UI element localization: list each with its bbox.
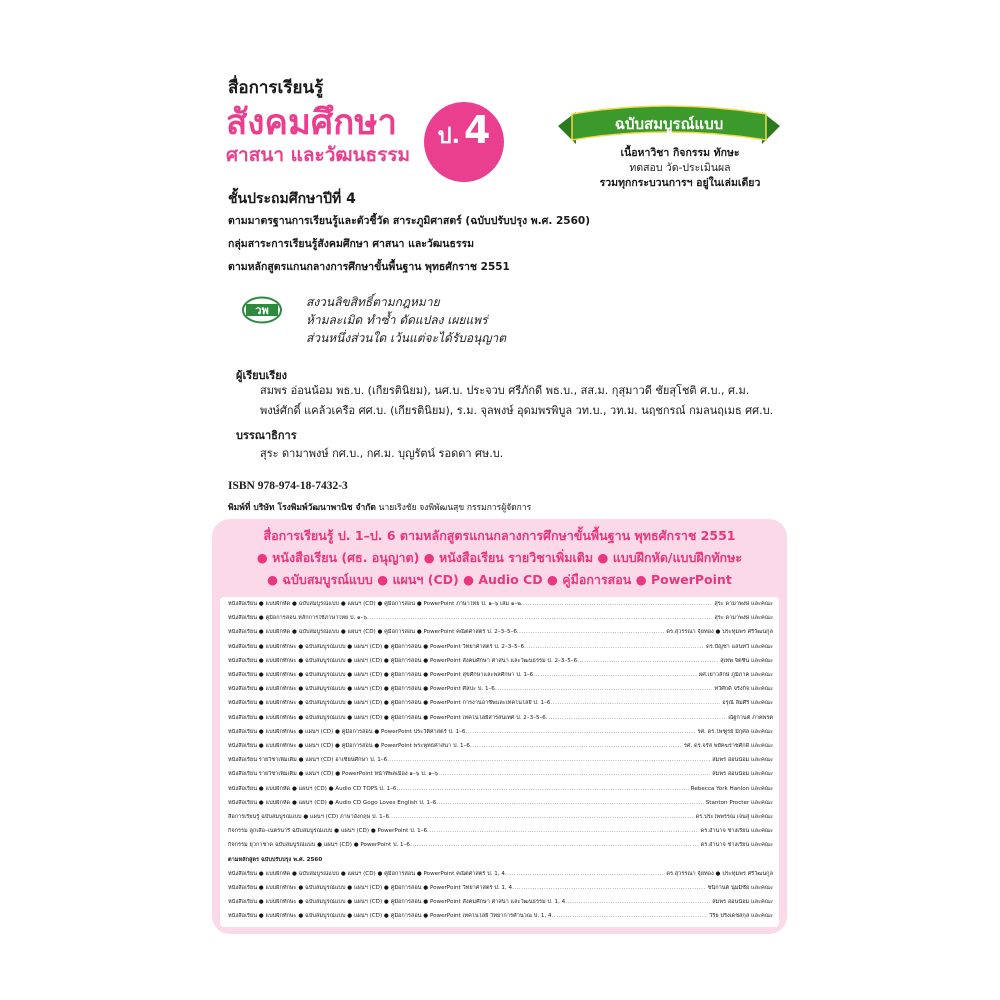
catalog-row [228,757,773,764]
leader-dots [470,743,682,750]
catalog-authors: ดร.ประไพพรรณ เจนสุ และคณะ [695,814,773,820]
catalog-row [228,828,773,835]
catalog-row [228,857,773,864]
author-line: พงษ์ศักดิ์ แคล้วเครือ ศศ.บ. (เกียรตินิยม), ร.ม. จุลพงษ์ อุดมพรพิบูล วท.บ., วท.ม. นฤชกรณ์ กมลนฤเมธ ศศ.บ. [260,404,774,417]
catalog-row [228,899,773,906]
printer-info [228,500,531,514]
leader-dots [466,729,696,736]
grade-number: 4 [463,108,491,152]
catalog-row [228,842,773,849]
catalog-items: หนังสือเรียน ● แบบฝึกทักษะ ● ฉบับสมบูรณ์แบบ ● แผนฯ (CD) ● คู่มือการสอน ● PowerPoint วิทยาศาสตร์ ป. 1, 4 [228,885,513,891]
leader-dots [389,814,694,821]
leader-dots [512,885,706,892]
catalog-authors: ดร.อำนาจ ช่างเรียน และคณะ [700,842,773,849]
catalog-authors: ดร.สุวรรณา จุ้ยทอง ● ประทุมพร ศรีวัฒนกูล [666,870,773,877]
printer-name: พิมพ์ที่ บริษัท โรงพิมพ์วัฒนาพานิช จำกัด [228,503,376,513]
catalog-items: หนังสือเรียน ● คู่มือการสอน หลักการใช้ภาษาไทย ป. ๑–๖ [228,615,367,622]
catalog-items: หนังสือเรียน ● แบบฝึกหัด ● ฉบับสมบูรณ์แบบ ● แผนฯ (CD) ● คู่มือการสอน ● PowerPoint คณิตศาสตร์ ป. 1, 4 [228,870,505,877]
promo-panel [212,519,787,595]
catalog-items: หนังสือเรียน ● แบบฝึกทักษะ ● ฉบับสมบูรณ์แบบ ● แผนฯ (CD) ● คู่มือการสอน ● PowerPoint สุขศึกษาและพลศึกษา ป. 1–6 [228,672,534,678]
leader-dots [427,828,699,835]
promo-line: ● ฉบับสมบูรณ์แบบ ● แผนฯ (CD) ● Audio CD ● คู่มือการสอน ● PowerPoint [267,572,732,587]
authors-list [260,381,773,421]
authors-heading: ผู้เรียบเรียง [236,369,288,382]
catalog-row [228,771,773,778]
standard-line: ตามมาตรฐานการเรียนรู้และตัวชี้วัด สาระภูมิศาสตร์ (ฉบับปรับปรุง พ.ศ. 2560) [228,215,591,227]
catalog-row [228,700,773,707]
copyright-notice [306,293,506,347]
catalog-authors: อรุณี ลิมศิริ และคณะ [722,700,773,707]
isbn: ISBN 978-974-18-7432-3 [228,480,348,492]
catalog-items: สื่อการเรียนรู้ ฉบับสมบูรณ์แบบ ● แผนฯ (CD) ภาษาอังกฤษ ป. 1–6 [228,814,389,820]
catalog-row [228,786,773,793]
leader-dots [524,644,704,651]
copyright-line: ห้ามละเมิด ทำซ้ำ ดัดแปลง เผยแพร่ [306,313,488,327]
catalog-row [228,729,773,736]
standard-line: กลุ่มสาระการเรียนรู้สังคมศึกษา ศาสนา และวัฒนธรรม [228,238,475,250]
catalog-row [228,800,773,807]
catalog-authors: ผศ.เยาวลักษ์ ภูมิภาค และคณะ [698,672,773,678]
catalog-authors: ทวีศักดิ์ จริงกิจ และคณะ [714,686,773,693]
promo-title: สื่อการเรียนรู้ ป. 1–ป. 6 ตามหลักสูตรแกนกลางการศึกษาขั้นพื้นฐาน พุทธศักราช 2551 [263,528,736,543]
catalog-authors: ดร.บัญชา แสนทวี และคณะ [706,643,773,650]
promo-line: ● หนังสือเรียน (ศธ. อนุญาต) ● หนังสือเรียน รายวิชาเพิ่มเติม ● แบบฝึกหัด/แบบฝึกทักษะ [256,550,743,565]
catalog-items: กิจกรรม ยุวกาชาด ฉบับสมบูรณ์แบบ ● แผนฯ (CD) ● PowerPoint ป. 1–6 [228,842,410,849]
catalog-authors: ณัฐกานต์ ภาคพรต [728,714,773,721]
catalog-row [228,913,773,920]
catalog-items: หนังสือเรียน ● แบบฝึกทักษะ ● ฉบับสมบูรณ์แบบ ● แผนฯ (CD) ● คู่มือการสอน ● PowerPoint ศิลปะ ป. 1–6 [228,686,495,693]
catalog-row [228,715,773,722]
catalog-items: หนังสือเรียน ● แบบฝึกทักษะ ● ฉบับสมบูรณ์แบบ ● แผนฯ (CD) ● คู่มือการสอน ● PowerPoint เทคโนโลยีสารสนเทศ ป. 2–3–5–6 [228,714,546,721]
catalog-authors: สุระ ดามาพงษ์ และคณะ [714,615,773,622]
editors-heading: บรรณาธิการ [236,429,297,442]
copyright-line: สงวนลิขสิทธิ์ตามกฎหมาย [306,295,440,309]
catalog-authors: สมพร อ่อนน้อม และคณะ [712,771,773,778]
catalog-items: หนังสือเรียน ● แบบฝึกหัด ● ฉบับสมบูรณ์แบบ ● แผนฯ (CD) ● คู่มือการสอน ● PowerPoint คณิตศาสตร์ ป. 2–3–5–6 [228,629,517,636]
edition-line: ทดสอบ วัด-ประเมินผล [629,162,731,174]
catalog-items: หนังสือเรียน ● แบบฝึกหัด ● ฉบับสมบูรณ์แบบ ● แผนฯ (CD) ● คู่มือการสอน ● PowerPoint ภาษาไทย ป. ๑–๖ เล่ม ๑–๒ [228,601,521,607]
catalog-row [228,658,773,665]
subject-subtitle: ศาสนา และวัฒนธรรม [226,144,411,166]
catalog-row [228,615,773,622]
leader-dots [552,913,708,920]
leader-dots [410,842,699,849]
catalog-authors: ดร.สุวรรณา จุ้ยทอง ● ประทุมพร ศรีวัฒนกูล [666,629,773,636]
grade-prefix: ป. [437,124,460,149]
catalog-authors: รศ. ดร.ไพฑูรย์ มีกุศล และคณะ [697,728,773,735]
leader-dots [546,715,726,722]
catalog-authors: รศ. ดร.จรัส พยัคฆราชศักดิ์ และคณะ [683,743,773,749]
catalog-authors: สุระ ดามาพงษ์ และคณะ [714,601,773,607]
leader-dots [577,658,718,665]
catalog-items: หนังสือเรียน ● แบบฝึกทักษะ ● ฉบับสมบูรณ์แบบ ● แผนฯ (CD) ● คู่มือการสอน ● PowerPoint การงานอาชีพและเทคโนโลยี ป. 1–6 [228,700,551,707]
leader-dots [436,800,703,807]
catalog-items: หนังสือเรียน ● แบบฝึกทักษะ ● แผนฯ (CD) ● คู่มือการสอน ● PowerPoint ประวัติศาสตร์ ป. 1–6 [228,728,466,735]
leader-dots [505,871,664,878]
catalog-row [228,686,773,693]
catalog-items: ตามหลักสูตร ฉบับปรับปรุง พ.ศ. 2560 [228,856,323,863]
catalog-row [228,871,773,878]
catalog-items: หนังสือเรียน ● แบบฝึกหัด ● แผนฯ (CD) ● Audio CD Gogo Loves English ป. 1–6 [228,799,437,806]
leader-dots [367,615,712,622]
catalog-authors: สมพร อ่อนน้อม และคณะ [712,899,773,906]
catalog-authors: ดร.อำนาจ ช่างเรียน และคณะ [700,828,773,835]
catalog-authors: สมพร อ่อนน้อม และคณะ [712,757,773,764]
catalog-authors: Rebecca York Hanlon และคณะ [690,785,773,792]
grade-badge [424,102,504,182]
catalog-row [228,743,773,750]
catalog-row [228,814,773,821]
edition-title: ฉบับสมบูรณ์แบบ [614,115,724,133]
leader-dots [495,686,713,693]
standards [228,210,590,279]
catalog-row [228,885,773,892]
leader-dots [533,672,697,679]
author-line: สมพร อ่อนน้อม พธ.บ. (เกียรตินิยม), นศ.บ. ประจวบ ศรีภักดี พธ.บ., สส.ม. กุสุมาวดี ชัยสุโชติ ศ.บ., ศ.ม. [260,384,750,397]
leader-dots [396,786,688,793]
standard-line: ตามหลักสูตรแกนกลางการศึกษาขั้นพื้นฐาน พุทธศักราช 2551 [228,261,510,273]
leader-dots [387,757,710,764]
catalog-row [228,672,773,679]
catalog-panel [212,594,787,934]
leader-dots [565,899,710,906]
catalog-items: หนังสือเรียน ● แบบฝึกทักษะ ● ฉบับสมบูรณ์แบบ ● แผนฯ (CD) ● คู่มือการสอน ● PowerPoint สังคมศึกษา ศาสนา และวัฒนธรรม ป. 1, 4 [228,899,566,906]
publisher-logo-text: วพ [255,304,269,317]
leader-dots [550,700,720,707]
catalog-items: หนังสือเรียน ● แบบฝึกหัด ● แผนฯ (CD) ● Audio CD TOPS ป. 1–6 [228,785,397,792]
leader-dots [517,629,664,636]
copyright-line: ส่วนหนึ่งส่วนใด เว้นแต่จะได้รับอนุญาต [306,331,507,345]
catalog-authors: ชนิกานต์ นุ่มมีชัย และคณะ [707,885,773,891]
publisher-logo-icon [242,296,282,324]
catalog-items: หนังสือเรียน ● แบบฝึกทักษะ ● ฉบับสมบูรณ์แบบ ● แผนฯ (CD) ● คู่มือการสอน ● PowerPoint เทคโนโลยี วิทยาการคำนวณ ป. 1, 4 [228,913,552,920]
printer-manager: นายเริงชัย จงพิพัฒนสุข กรรมการผู้จัดการ [378,503,532,513]
catalog-items: หนังสือเรียน ● แบบฝึกทักษะ ● ฉบับสมบูรณ์แบบ ● แผนฯ (CD) ● คู่มือการสอน ● PowerPoint วิทยาศาสตร์ ป. 2–3–5–6 [228,643,525,650]
catalog-row [228,601,773,608]
catalog-row [228,644,773,651]
edition-line: รวมทุกกระบวนการฯ อยู่ในเล่มเดียว [599,177,761,189]
catalog-items: หนังสือเรียน ● แบบฝึกทักษะ ● แผนฯ (CD) ● คู่มือการสอน ● PowerPoint พระพุทธศาสนา ป. 1–6 [228,743,470,749]
leader-dots [521,601,712,608]
edition-features [580,146,780,191]
catalog-items: หนังสือเรียน รายวิชาเพิ่มเติม ● แผนฯ (CD) ● PowerPoint หน้าที่พลเมือง ๑–๖ ป. ๑–๖ [228,771,439,778]
edition-line: เนื้อหาวิชา กิจกรรม ทักษะ [620,147,740,159]
leader-dots [438,771,710,778]
series-label: สื่อการเรียนรู้ [228,78,324,98]
catalog-items: กิจกรรม ลูกเสือ–เนตรนารี ฉบับสมบูรณ์แบบ ● แผนฯ (CD) ● PowerPoint ป. 1–6 [228,828,428,835]
catalog-authors: วิริย ปริงเดชสกุล และคณะ [709,913,773,920]
catalog-authors: Stanton Procter และคณะ [705,799,773,806]
catalog-items: หนังสือเรียน ● แบบฝึกทักษะ ● ฉบับสมบูรณ์แบบ ● แผนฯ (CD) ● คู่มือการสอน ● PowerPoint สังคมศึกษา ศาสนา และวัฒนธรรม ป. 2–3–5–6 [228,657,578,664]
catalog-authors: สุเทพ จิตชื่น และคณะ [720,657,773,664]
catalog-list [220,597,779,927]
subject-title: สังคมศึกษา [226,103,398,143]
editors-line: สุระ ดามาพงษ์ กศ.บ., กศ.ม. บุญรัตน์ รอดดา ศษ.บ. [260,447,504,460]
catalog-items: หนังสือเรียน รายวิชาเพิ่มเติม ● แผนฯ (CD) อาเซียนศึกษา ป. 1–6 [228,757,388,764]
catalog-row [228,629,773,636]
grade-level: ชั้นประถมศึกษาปีที่ 4 [228,191,356,207]
